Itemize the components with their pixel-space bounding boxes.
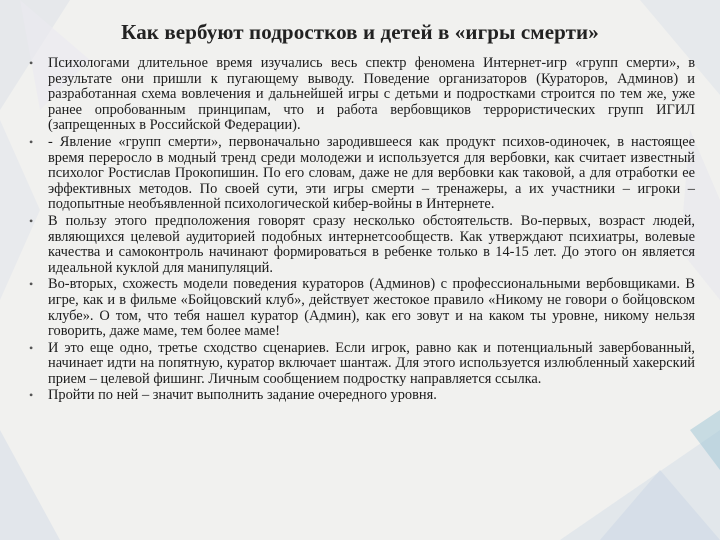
bullet-icon: • bbox=[29, 340, 34, 355]
list-item bbox=[25, 214, 695, 276]
bullet-icon: • bbox=[29, 134, 34, 149]
list-item bbox=[25, 277, 695, 339]
list-item-text: - Явление «групп смерти», первоначально зародившееся как продукт психов-одиночек, в настоящее время переросло в модный тренд среди молодежи и используется для вербовки, как считает известный психолог Ростислав Прокопишин. По его словам, даже не для вербовки как таковой, а для отработки ее эффективных методов. По своей сути, эти игры смерти – тренажеры, а их участники – игроки – подопытные необъявленной психологической кибер-войны в Интернете. bbox=[48, 133, 695, 213]
bullet-icon: • bbox=[29, 56, 34, 70]
list-item-text: Во-вторых, схожесть модели поведения кураторов (Админов) с профессиональными вербовщиками. В игре, как и в фильме «Бойцовский клуб», действует жестокое правило «Никому не говори о бойцовском клубе». О том, что тебя нашел куратор (Админ), как его зовут и на каком ты уровне, никому нельзя говорить, даже маме, тем более маме! bbox=[48, 276, 695, 340]
list-item-text: Психологами длительное время изучались весь спектр феномена Интернет-игр «групп смерти», в результате они пришли к пугающему выводу. Поведение организаторов (Кураторов, Админов) и разработанная схема вовлечения и дальнейшей игры с детьми и подростками строится по тем же, уже ранее опробованным принципам, что и работа вербовщиков террористических групп ИГИЛ (запрещенных в Российской Федерации). bbox=[48, 55, 695, 134]
list-item-text: И это еще одно, третье сходство сценариев. Если игрок, равно как и потенциальный завербованный, начинает идти на попятную, куратор включает шантаж. Для этого используется излюбленный хакерский прием – целевой фишинг. Личным сообщением подростку направляется ссылка. bbox=[48, 339, 695, 387]
bullet-icon: • bbox=[29, 277, 34, 292]
list-item-text: Пройти по ней – значит выполнить задание очередного уровня. bbox=[48, 387, 437, 404]
list-item bbox=[25, 341, 695, 388]
bullet-icon: • bbox=[29, 388, 34, 403]
list-item bbox=[25, 56, 695, 134]
bullet-list bbox=[25, 56, 695, 405]
list-item bbox=[25, 388, 695, 404]
bullet-icon: • bbox=[29, 213, 34, 228]
slide-title: Как вербуют подростков и детей в «игры смерти» bbox=[121, 20, 599, 44]
list-item-text: В пользу этого предположения говорят сразу несколько обстоятельств. Во-первых, возраст людей, являющихся целевой аудиторией подобных интернетсообществ. Как утверждают психиатры, волевые качества и самоконтроль начинают формироваться в ребенке только в 14-15 лет. До этого он является идеальной куклой для манипуляций. bbox=[48, 212, 695, 276]
list-item bbox=[25, 135, 695, 213]
